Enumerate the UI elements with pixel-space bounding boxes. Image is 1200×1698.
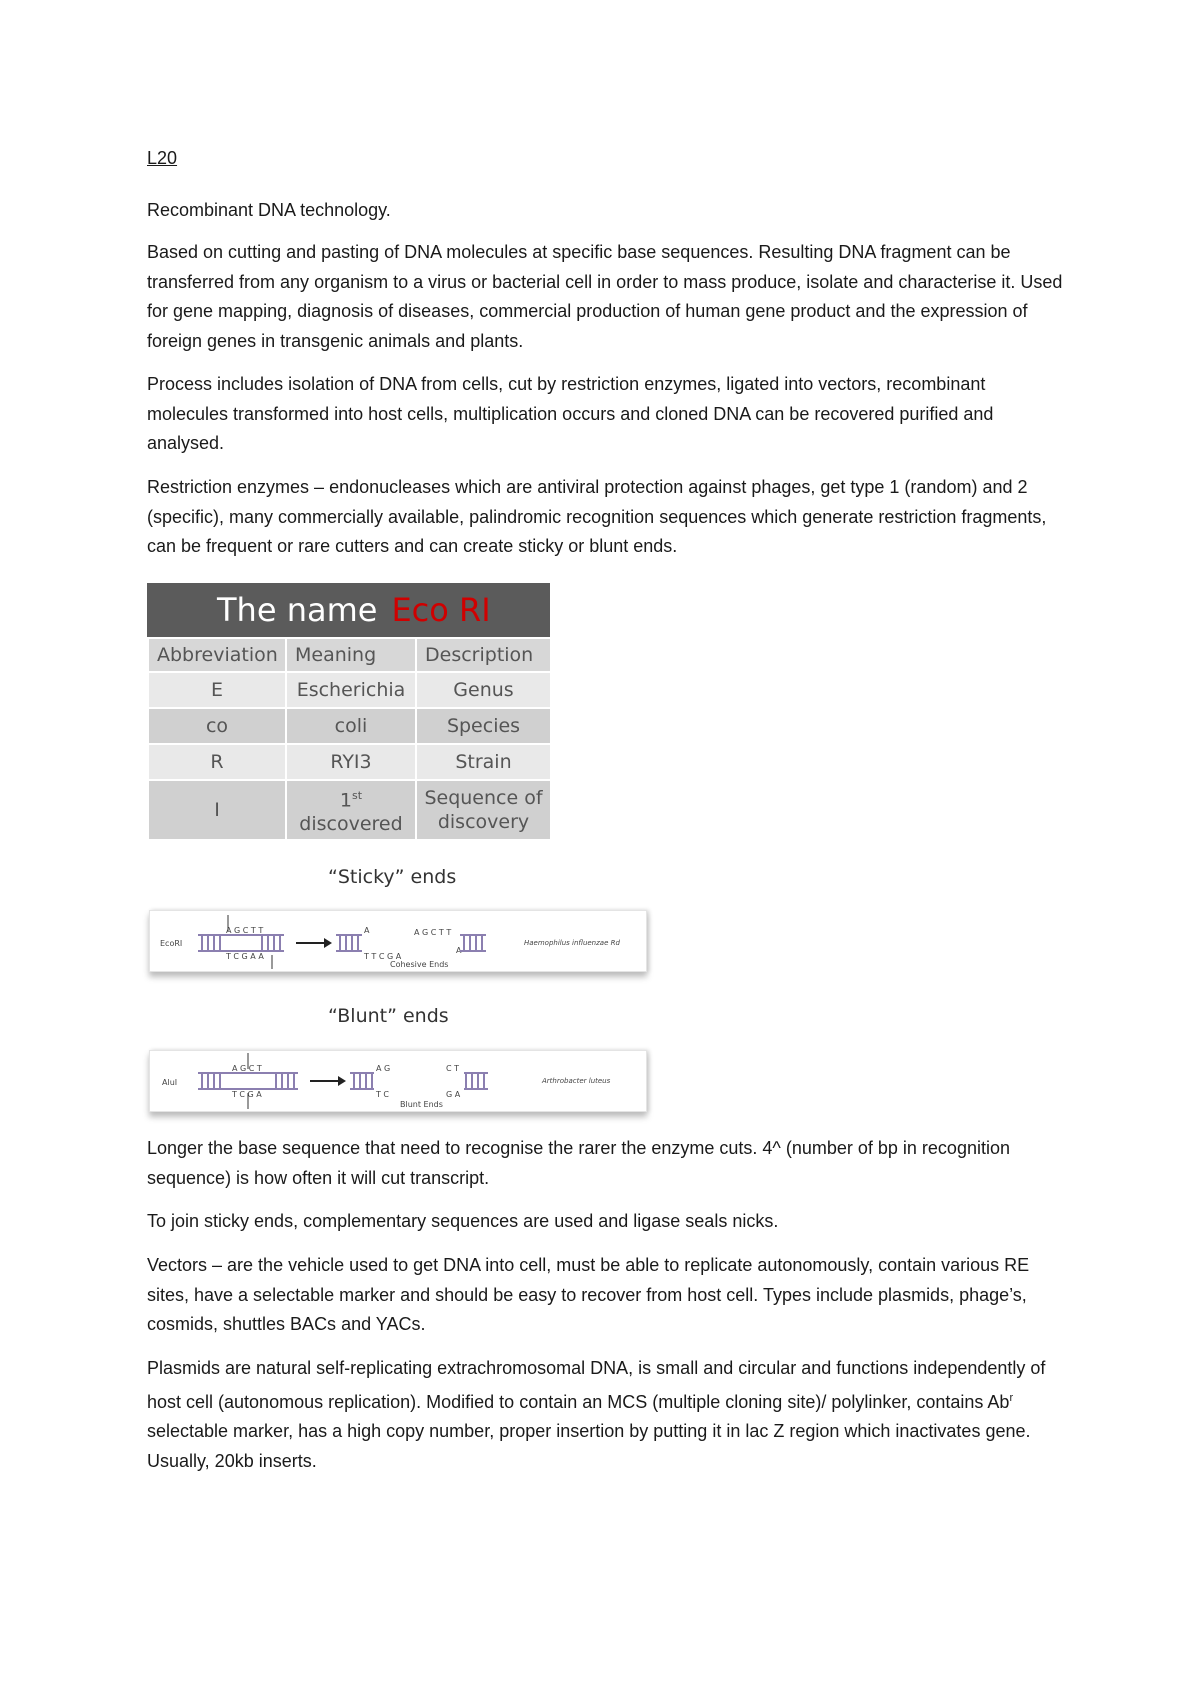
paragraph-restriction: Restriction enzymes – endonucleases which are antiviral protection against phages, get type 1 (random) and 2 (specific), many commercially available, palindromic recognition sequences which generate restriction fragments, can be frequent or rare cutters and can create sticky or blunt ends. [147,477,1047,556]
paragraph-plasmids: Plasmids are natural self-replicating extrachromosomal DNA, is small and circular and functions independently of host cell (autonomous replication). Modified to contain an MCS (multiple cloning site)/ polylinker, contains Ab$^r$ selectable marker, has a high copy number, proper insertion by putting it in lac Z region which inactivates gene. Usually, 20kb inserts. [147,1358,1046,1471]
bottom-sequence: T C G A [232,1090,262,1099]
table-cell: coli [286,708,416,744]
dna-fragment-left [336,935,362,951]
bottom-sequence: T C G A A [226,952,264,961]
table-cell: Escherichia [286,672,416,708]
fragment-bottom: T T C G A [364,952,402,961]
arrow-right-icon [296,938,332,948]
table-cell: Genus [416,672,551,708]
eco-ri-table-figure [147,583,550,841]
top-sequence: A G C T [232,1064,262,1073]
table-cell: R [148,744,286,780]
table-cell: Strain [416,744,551,780]
dna-fragment-right [460,935,486,951]
eco-ri-title: The name Eco RI [147,583,550,637]
blunt-ends-diagram [149,1050,647,1112]
paragraph-title: Recombinant DNA technology. [147,200,391,220]
lecture-heading: L20 [147,148,178,168]
right-fragment-top: A G C T T [414,928,452,937]
organism-label: Haemophilus influenzae Rd [524,939,620,947]
table-cell: Sequence of discovery [416,780,551,840]
paragraph-process: Process includes isolation of DNA from cells, cut by restriction enzymes, ligated into vectors, recombinant molecules transformed into host cells, multiplication occurs and cloned DNA can be recovered purified and analysed. [147,374,994,453]
enzyme-label: AluI [162,1078,178,1087]
table-header-row [148,638,551,672]
table-cell: Species [416,708,551,744]
table-header: Description [416,638,551,672]
fragment-top: A G [376,1064,391,1073]
top-sequence: A G C T T [226,926,264,935]
right-fragment-top: C T [446,1064,460,1073]
table-cell: 1st discovered [286,780,416,840]
table-row [148,744,551,780]
paragraph-intro: Based on cutting and pasting of DNA molecules at specific base sequences. Resulting DNA fragment can be transferred from any organism to a virus or bacterial cell in order to mass produce, isolate and characterise it. Used for gene mapping, diagnosis of diseases, commercial production of human gene product and the expression of foreign genes in transgenic animals and plants. [147,242,1063,351]
paragraph-base-sequence: Longer the base sequence that need to recognise the rarer the enzyme cuts. 4^ (number of bp in recognition sequence) is how often it will cut transcript. [147,1138,1010,1188]
organism-label: Arthrobacter luteus [542,1077,611,1085]
sticky-ends-diagram [149,910,647,972]
table-row [148,708,551,744]
dna-ladder-left [198,1073,298,1089]
table-cell: RYI3 [286,744,416,780]
paragraph-vectors: Vectors – are the vehicle used to get DNA into cell, must be able to replicate autonomously, contain various RE sites, have a selectable marker and should be easy to recover from host cell. Types include plasmids, phage’s, cosmids, shuttles BACs and YACs. [147,1255,1030,1334]
table-row [148,672,551,708]
table-row [148,780,551,840]
enzyme-label: EcoRI [160,939,183,948]
eco-ri-table [147,637,552,841]
sticky-ends-svg [150,911,646,971]
right-fragment-bottom: A [456,946,462,955]
diagram-caption: Blunt Ends [400,1100,443,1109]
paragraph-sticky-join: To join sticky ends, complementary sequences are used and ligase seals nicks. [147,1211,779,1231]
table-cell: co [148,708,286,744]
dna-ladder-left [198,935,284,951]
blunt-ends-svg [150,1051,646,1111]
table-cell: E [148,672,286,708]
table-header: Meaning [286,638,416,672]
sticky-ends-label: “Sticky” ends [328,866,457,888]
right-fragment-bottom: G A [446,1090,461,1099]
fragment-bottom: T C [376,1090,390,1099]
dna-fragment-right [464,1073,488,1089]
diagram-caption: Cohesive Ends [390,960,449,969]
table-cell: I [148,780,286,840]
dna-fragment-left [350,1073,374,1089]
blunt-ends-label: “Blunt” ends [328,1005,449,1027]
arrow-right-icon [310,1076,346,1086]
fragment-top: A [364,926,370,935]
table-header: Abbreviation [148,638,286,672]
